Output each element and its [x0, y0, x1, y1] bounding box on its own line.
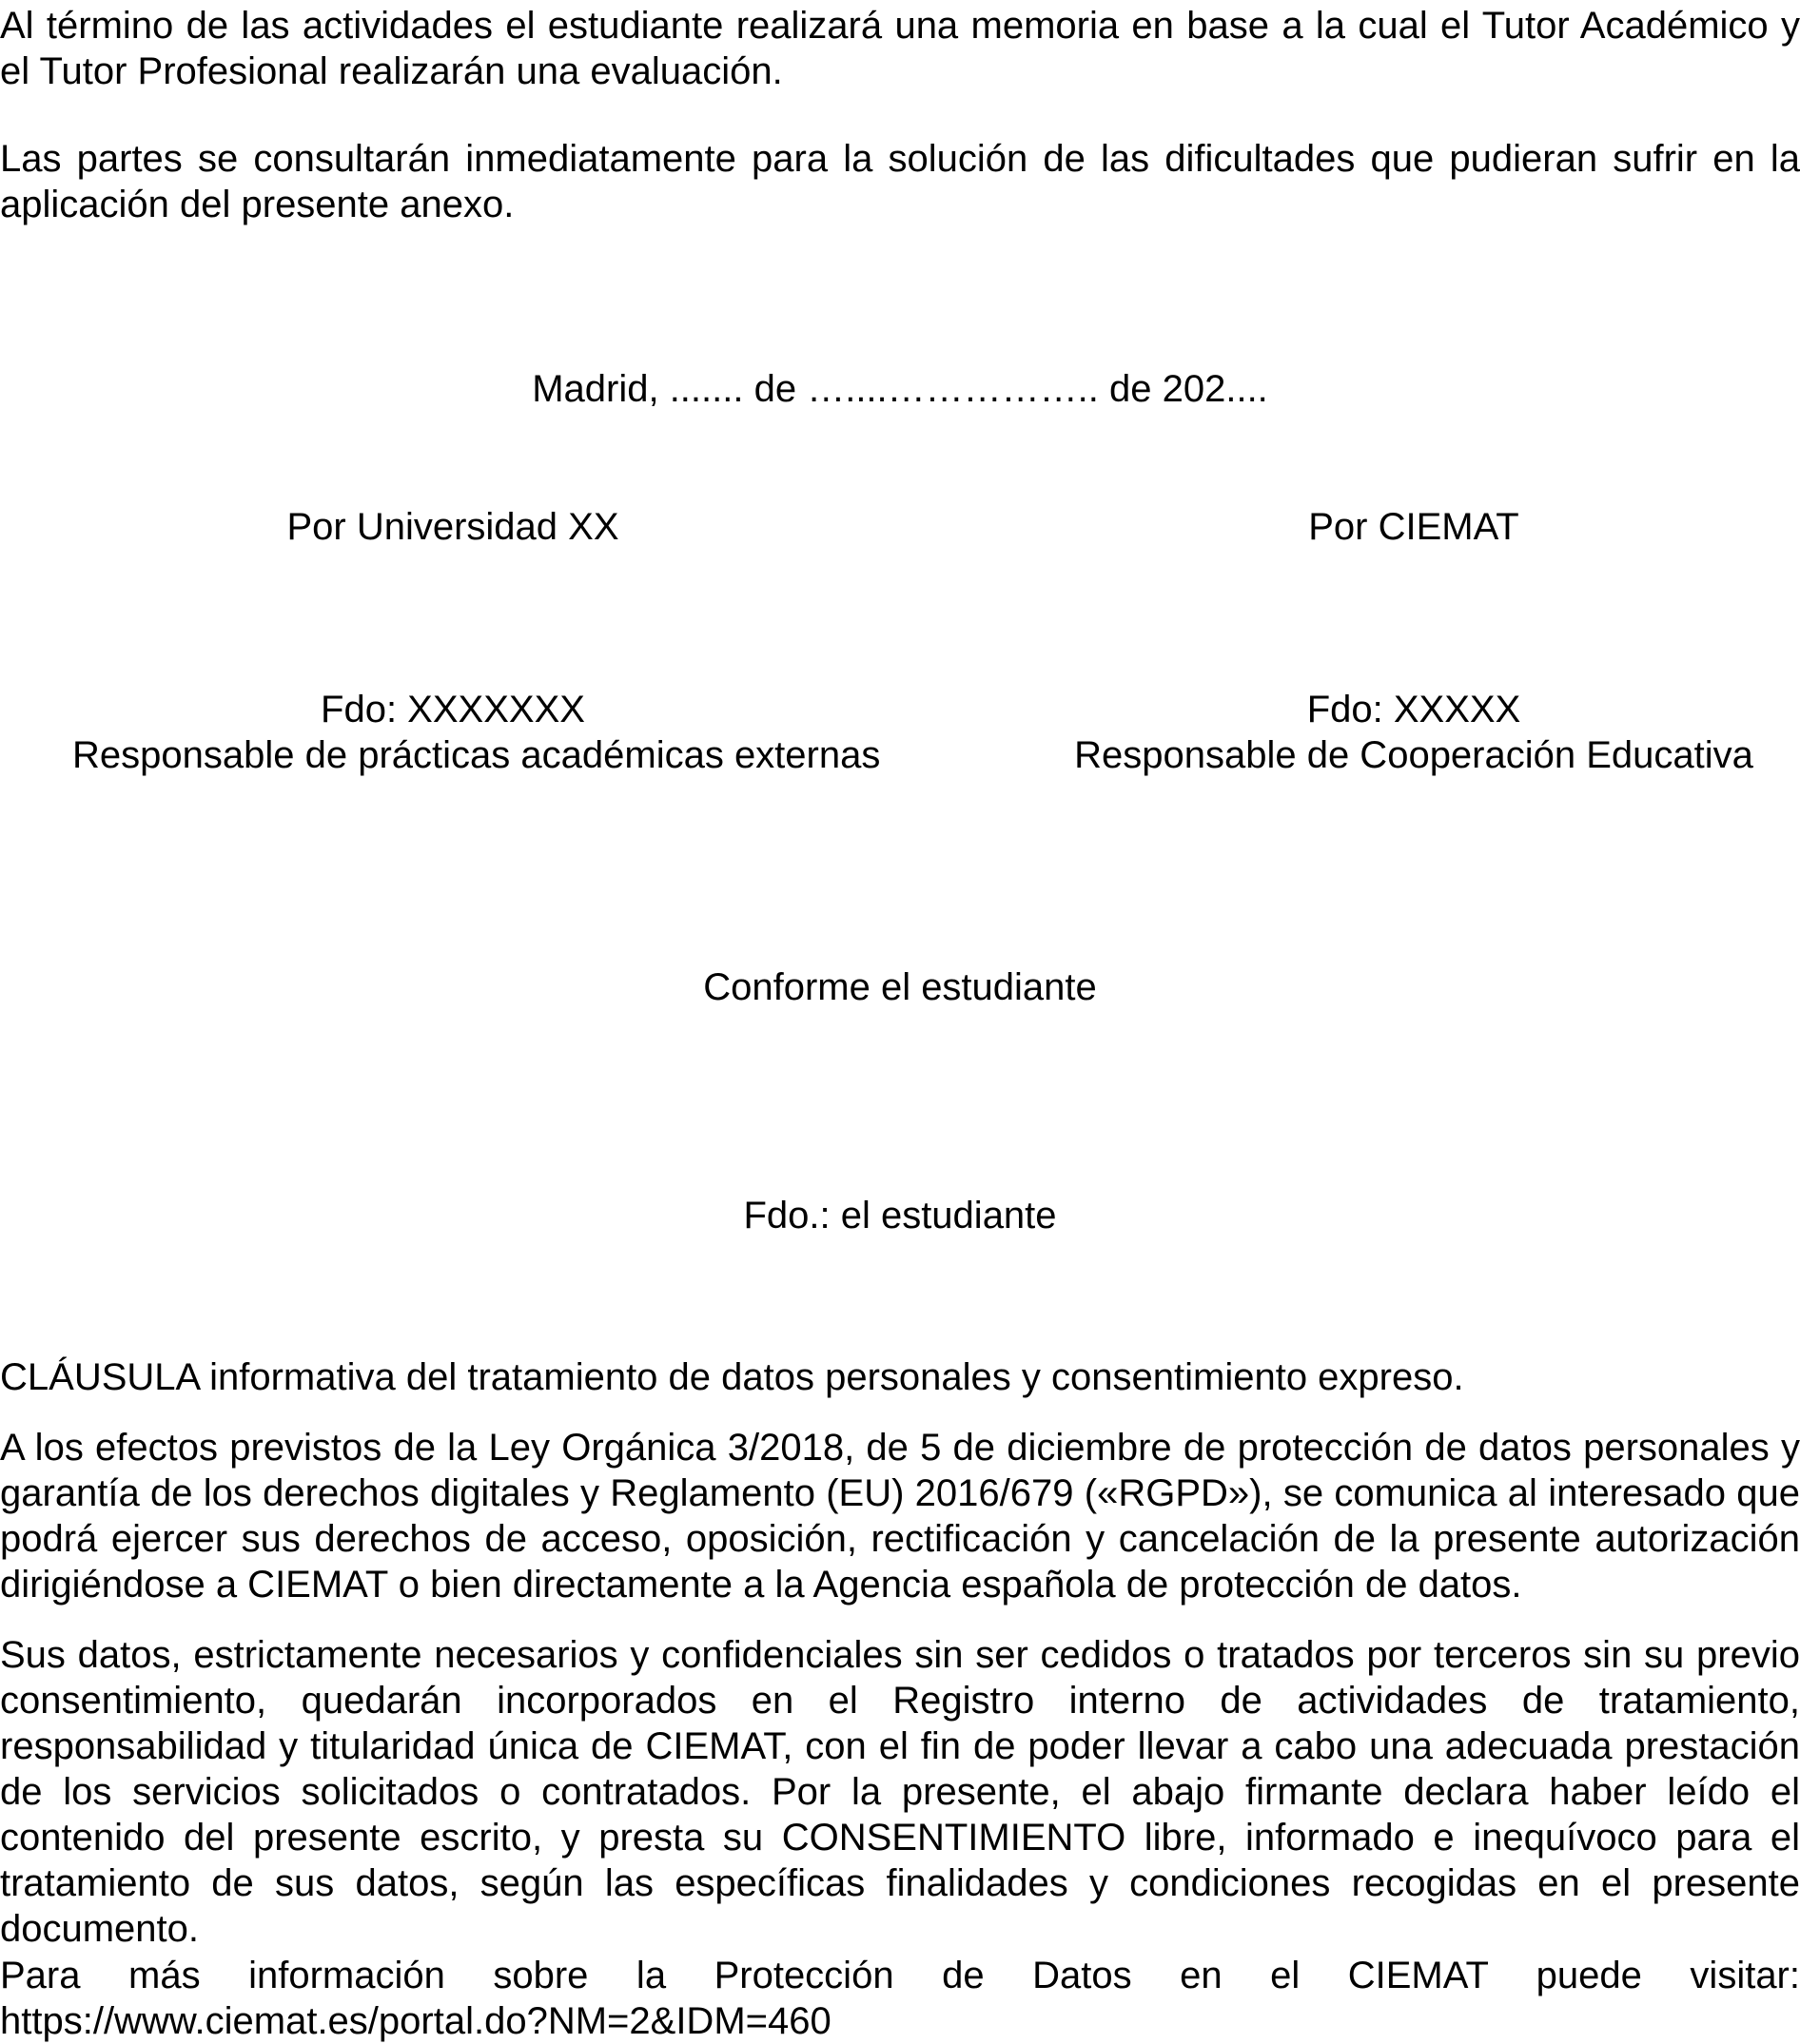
right-signer: Fdo: XXXXX — [1306, 689, 1521, 730]
clause-paragraph-rights: A los efectos previstos de la Ley Orgánica 3/2018, de 5 de diciembre de protección de datos personales y garantía de los derechos digitales y Reglamento (EU) 2016/679 («RGPD»), se comunica al interesado que podrá ejercer sus derechos de acceso, oposición, rectificación y cancelación de la presente autorización dirigiéndose a CIEMAT o bien directamente a la Agencia española de protección de datos. — [0, 1427, 1800, 1606]
paragraph-consultas: Las partes se consultarán inmediatamente para la solución de las dificultades que pudieran sufrir en la aplicación del presente anexo. — [0, 138, 1800, 225]
date-line: Madrid, ....... de …....…………….. de 202.... — [532, 368, 1268, 410]
left-signer-role: Responsable de prácticas académicas externas — [72, 734, 881, 776]
student-header: Conforme el estudiante — [703, 966, 1097, 1008]
clause-url[interactable]: https://www.ciemat.es/portal.do?NM=2&IDM=460 — [0, 2000, 832, 2042]
left-signature-header: Por Universidad XX — [286, 506, 619, 548]
clause-paragraph-consent: Sus datos, estrictamente necesarios y confidenciales sin ser cedidos o tratados por terceros sin su previo consentimiento, quedarán incorporados en el Registro interno de actividades de tratamiento, responsabilidad y titularidad única de CIEMAT, con el fin de poder llevar a cabo una adecuada prestación de los servicios solicitados o contratados. Por la presente, el abajo firmante declara haber leído el contenido del presente escrito, y presta su CONSENTIMIENTO libre, informado e inequívoco para el tratamiento de sus datos, según las específicas finalidades y condiciones recogidas en el presente documento. — [0, 1634, 1800, 1950]
clause-more-info: Para más información sobre la Protección de Datos en el CIEMAT puede visitar: — [0, 1955, 1800, 1996]
clause-title: CLÁUSULA informativa del tratamiento de datos personales y consentimiento expreso. — [0, 1356, 1464, 1398]
student-signer: Fdo.: el estudiante — [743, 1195, 1057, 1236]
right-signature-header: Por CIEMAT — [1308, 506, 1519, 548]
right-signer-role: Responsable de Cooperación Educativa — [1074, 734, 1753, 776]
left-signer: Fdo: XXXXXXX — [321, 689, 585, 730]
paragraph-memoria: Al término de las actividades el estudiante realizará una memoria en base a la cual el Tutor Académico y el Tutor Profesional realizarán una evaluación. — [0, 5, 1800, 92]
